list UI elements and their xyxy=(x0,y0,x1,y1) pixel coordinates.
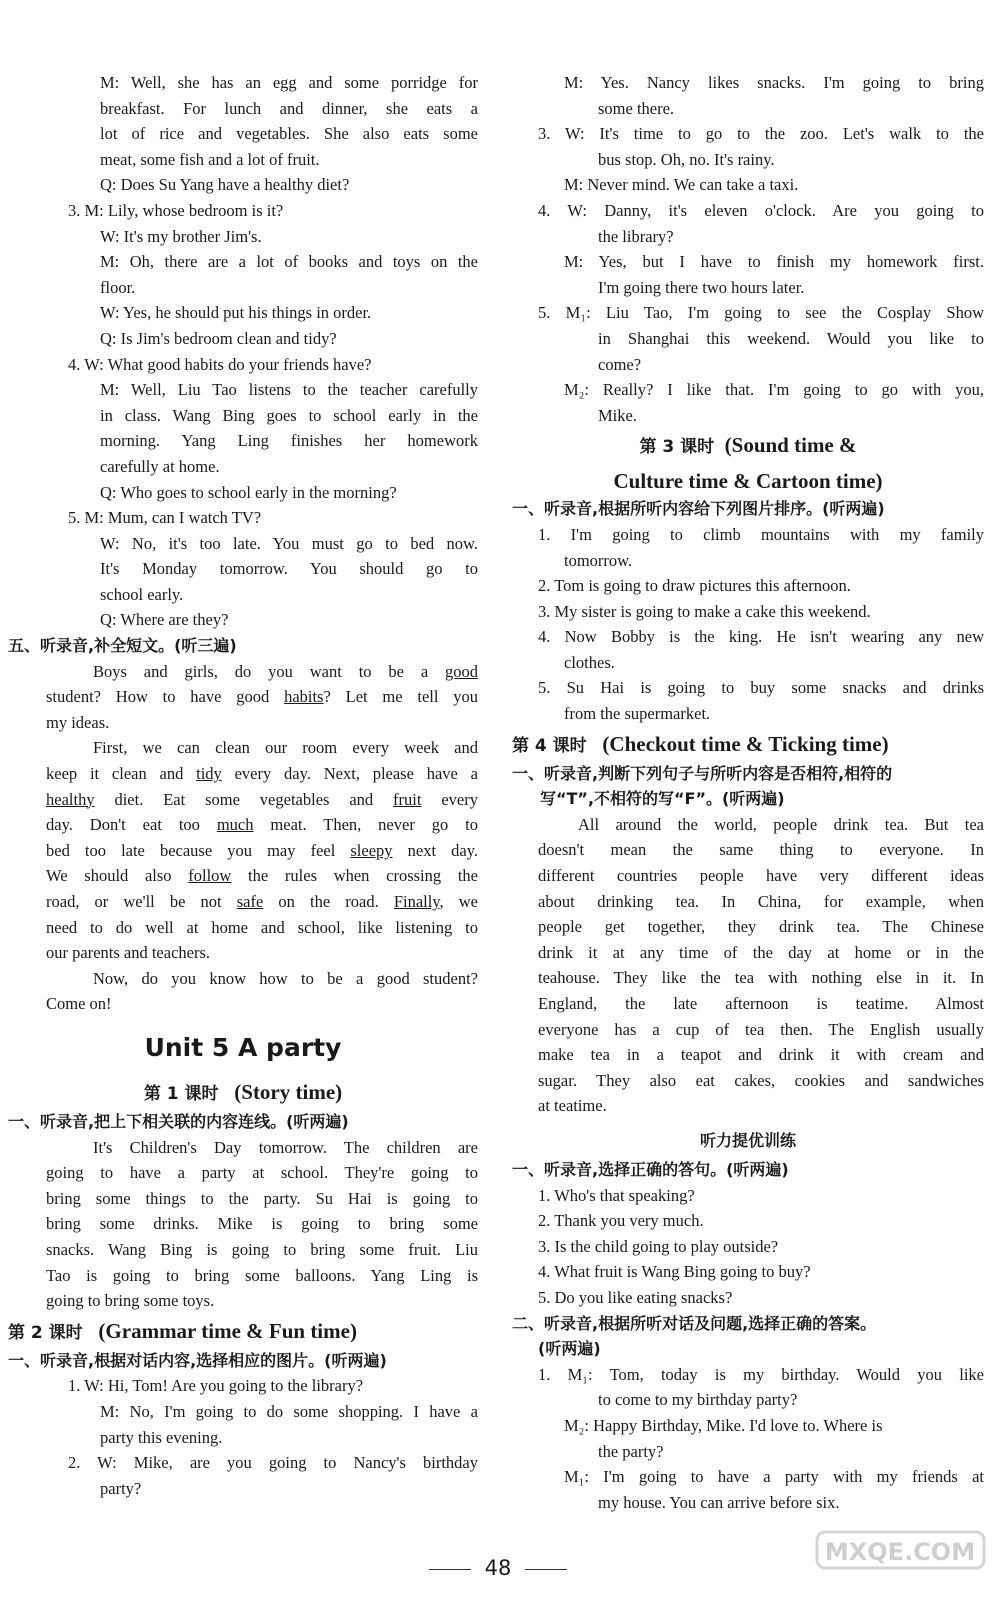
lesson-3-heading xyxy=(512,428,984,496)
text-line: at teatime. xyxy=(538,1096,607,1116)
text-line: 3. M: Lily, whose bedroom is it? xyxy=(68,200,284,220)
text-line: Boys and girls, do you want to be a good xyxy=(93,661,478,681)
text-line: come? xyxy=(598,354,642,374)
lesson-1-label: 第 1 课时 xyxy=(143,1083,219,1104)
unit-heading: Unit 5 A party xyxy=(144,1032,342,1062)
text-line: I'm going there two hours later. xyxy=(598,277,805,297)
text-line: 2. W: Mike, are you going to Nancy's birthday xyxy=(68,1453,478,1473)
text-line: clothes. xyxy=(564,652,615,672)
text-line: 写“T”,不相符的写“F”。(听两遍) xyxy=(540,789,785,809)
text-line: 一、听录音,根据所听内容给下列图片排序。(听两遍) xyxy=(512,499,885,519)
text-line: It's Monday tomorrow. You should go to xyxy=(100,559,478,579)
lesson-1-heading xyxy=(8,1075,478,1109)
text-line: England, the late afternoon is teatime. Almost xyxy=(538,994,984,1013)
text-line: W: Yes, he should put his things in order. xyxy=(100,303,372,323)
text-line: M: Yes, but I have to finish my homework first. xyxy=(564,252,984,272)
lesson-1-title: (Story time) xyxy=(234,1079,343,1104)
lesson-4-heading xyxy=(512,727,984,761)
text-line: bed too late because you may feel sleepy next day. xyxy=(46,840,478,860)
text-line: everyone has a cup of tea then. The English usually xyxy=(538,1019,984,1039)
text-line: 1. Who's that speaking? xyxy=(538,1185,695,1205)
text-line: 一、听录音,选择正确的答句。(听两遍) xyxy=(512,1159,789,1179)
text-line: 一、听录音,根据对话内容,选择相应的图片。(听两遍) xyxy=(8,1350,387,1370)
text-line: 5. Su Hai is going to buy some snacks and drinks xyxy=(538,678,984,698)
text-line: Q: Where are they? xyxy=(100,610,229,630)
text-line: meat, some fish and a lot of fruit. xyxy=(100,149,320,169)
text-line: M: Well, she has an egg and some porridge for xyxy=(100,73,478,92)
left-column xyxy=(8,70,478,1501)
text-line: day. Don't eat too much meat. Then, never go to xyxy=(46,815,478,835)
text-line: Q: Is Jim's bedroom clean and tidy? xyxy=(100,328,337,348)
right-column xyxy=(512,70,984,1515)
text-line: bring some drinks. Mike is going to bring some xyxy=(46,1214,478,1234)
text-line: All around the world, people drink tea. But tea xyxy=(578,814,984,834)
text-line: (听两遍) xyxy=(538,1339,601,1359)
text-line: 一、听录音,判断下列句子与所听内容是否相符,相符的 xyxy=(512,763,893,783)
watermark-text: MXQE.COM xyxy=(824,1538,976,1566)
text-line: school early. xyxy=(100,584,184,604)
lesson-4-label: 第 4 课时 xyxy=(512,735,587,756)
text-line: M: Never mind. We can take a taxi. xyxy=(564,175,799,195)
text-line: W: No, it's too late. You must go to bed now. xyxy=(100,533,478,553)
text-line: some there. xyxy=(598,98,675,118)
text-line: 3. W: It's time to go to the zoo. Let's walk to the xyxy=(538,124,984,144)
text-line: breakfast. For lunch and dinner, she eats a xyxy=(100,98,478,118)
text-line: road, or we'll be not safe on the road. Finally, we xyxy=(46,892,478,911)
text-line: bring some things to the party. Su Hai is going to xyxy=(46,1188,478,1208)
text-line: about drinking tea. In China, for example, when xyxy=(538,891,984,911)
text-line: our parents and teachers. xyxy=(46,943,211,963)
text-line: the party? xyxy=(598,1441,664,1461)
text-line: teahouse. They like the tea with nothing else in it. In xyxy=(538,968,984,988)
text-line: party? xyxy=(100,1478,142,1498)
lesson-2-label: 第 2 课时 xyxy=(8,1322,83,1343)
text-line: 4. W: Danny, it's eleven o'clock. Are you going to xyxy=(538,200,984,220)
text-line: my house. You can arrive before six. xyxy=(598,1492,840,1512)
text-line: 1. W: Hi, Tom! Are you going to the library? xyxy=(68,1376,364,1396)
text-line: keep it clean and tidy every day. Next, please have a xyxy=(46,764,478,784)
text-line: 4. What fruit is Wang Bing going to buy? xyxy=(538,1262,811,1282)
text-line: 5. M₁: Liu Tao, I'm going to see the Cosplay Show xyxy=(538,303,984,323)
text-line: Come on! xyxy=(46,994,112,1014)
text-line: M: Oh, there are a lot of books and toys on the xyxy=(100,252,478,272)
text-line: snacks. Wang Bing is going to bring some fruit. Liu xyxy=(46,1239,478,1259)
text-line: going to bring some toys. xyxy=(46,1291,215,1311)
watermark-logo xyxy=(813,1528,988,1596)
text-line: 五、听录音,补全短文。(听三遍) xyxy=(8,636,237,656)
text-line: 1. M₁: Tom, today is my birthday. Would you like xyxy=(538,1364,984,1384)
text-line: student? How to have good habits? Let me tell you xyxy=(46,687,478,707)
text-line: different countries people have very different ideas xyxy=(538,866,984,886)
text-line: carefully at home. xyxy=(100,456,220,476)
text-line: healthy diet. Eat some vegetables and fruit every xyxy=(46,789,478,809)
text-line: W: It's my brother Jim's. xyxy=(100,226,262,246)
text-line: Q: Does Su Yang have a healthy diet? xyxy=(100,175,350,195)
text-line: 3. Is the child going to play outside? xyxy=(538,1236,779,1256)
text-line: floor. xyxy=(100,277,136,297)
lesson-4-title: (Checkout time & Ticking time) xyxy=(602,731,889,756)
text-line: It's Children's Day tomorrow. The children are xyxy=(93,1137,478,1157)
page-number-value: 48 xyxy=(484,1556,512,1580)
text-line: M: Well, Liu Tao listens to the teacher carefully xyxy=(100,380,478,400)
text-line: bus stop. Oh, no. It's rainy. xyxy=(598,149,775,169)
training-heading: 听力提优训练 xyxy=(699,1130,796,1150)
page-number-dash-right xyxy=(525,1569,567,1570)
text-line: Q: Who goes to school early in the morning? xyxy=(100,482,397,502)
text-line: We should also follow the rules when crossing the xyxy=(46,866,478,886)
text-line: 5. Do you like eating snacks? xyxy=(538,1287,733,1307)
text-line: M₂: Happy Birthday, Mike. I'd love to. Where is xyxy=(564,1415,883,1435)
lesson-3-title-1: (Sound time & xyxy=(724,433,857,458)
watermark-icon xyxy=(813,1528,988,1596)
lesson-2-heading xyxy=(8,1314,478,1348)
text-line: M₁: I'm going to have a party with my friends at xyxy=(564,1467,984,1487)
lesson-2-exercise xyxy=(8,1348,478,1502)
text-line: the library? xyxy=(598,226,674,246)
text-line: doesn't mean the same thing to everyone. In xyxy=(538,840,984,860)
text-line: Now, do you know how to be a good student? xyxy=(93,968,478,988)
text-line: going to have a party at school. They're going to xyxy=(46,1163,478,1183)
text-line: First, we can clean our room every week and xyxy=(93,738,478,758)
text-line: drink it at any time of the day at home or in the xyxy=(538,942,984,962)
text-line: 4. Now Bobby is the king. He isn't wearing any new xyxy=(538,627,984,647)
text-line: sugar. They also eat cakes, cookies and sandwiches xyxy=(538,1070,984,1090)
text-line: from the supermarket. xyxy=(564,704,711,724)
training-exercises xyxy=(512,1157,984,1515)
text-line: tomorrow. xyxy=(564,550,633,570)
text-line: 2. Thank you very much. xyxy=(538,1211,704,1231)
lesson-1-exercise xyxy=(8,1109,478,1314)
text-line: to come to my birthday party? xyxy=(598,1390,798,1410)
text-line: in Shanghai this weekend. Would you like to xyxy=(598,328,984,348)
text-line: my ideas. xyxy=(46,712,110,732)
page-number-dash-left xyxy=(429,1569,471,1570)
text-line: 二、听录音,根据所听对话及问题,选择正确的答案。 xyxy=(512,1313,877,1333)
text-line: Tao is going to bring some balloons. Yang Ling is xyxy=(46,1265,478,1285)
text-line: M: Yes. Nancy likes snacks. I'm going to bring xyxy=(564,73,984,92)
lesson-3-title-2: Culture time & Cartoon time) xyxy=(613,469,883,494)
text-line: party this evening. xyxy=(100,1427,223,1447)
lesson-2-title: (Grammar time & Fun time) xyxy=(98,1318,357,1343)
right-dialogue-block xyxy=(512,70,984,428)
text-line: 5. M: Mum, can I watch TV? xyxy=(68,508,262,528)
text-line: M: No, I'm going to do some shopping. I have a xyxy=(100,1401,478,1421)
lesson-3-label: 第 3 课时 xyxy=(639,437,715,458)
left-dialogue-block xyxy=(8,70,478,1017)
text-line: morning. Yang Ling finishes her homework xyxy=(100,431,478,451)
text-line: in class. Wang Bing goes to school early in the xyxy=(100,405,478,425)
text-line: lot of rice and vegetables. She also eats some xyxy=(100,124,478,144)
text-line: 一、听录音,把上下相关联的内容连线。(听两遍) xyxy=(8,1111,349,1131)
text-line: make tea in a teapot and drink it with cream and xyxy=(538,1045,984,1065)
text-line: Mike. xyxy=(598,405,637,425)
text-line: 3. My sister is going to make a cake this weekend. xyxy=(538,601,871,621)
text-line: people get together, they drink tea. The Chinese xyxy=(538,917,984,937)
text-line: M₂: Really? I like that. I'm going to go with you, xyxy=(564,380,984,400)
text-line: 4. W: What good habits do your friends have? xyxy=(68,354,372,374)
text-line: need to do well at home and school, like listening to xyxy=(46,917,478,937)
lesson-4-exercise xyxy=(512,761,984,1119)
lesson-3-exercise xyxy=(512,496,984,726)
text-line: 2. Tom is going to draw pictures this afternoon. xyxy=(538,576,851,596)
text-line: 1. I'm going to climb mountains with my family xyxy=(538,524,984,544)
